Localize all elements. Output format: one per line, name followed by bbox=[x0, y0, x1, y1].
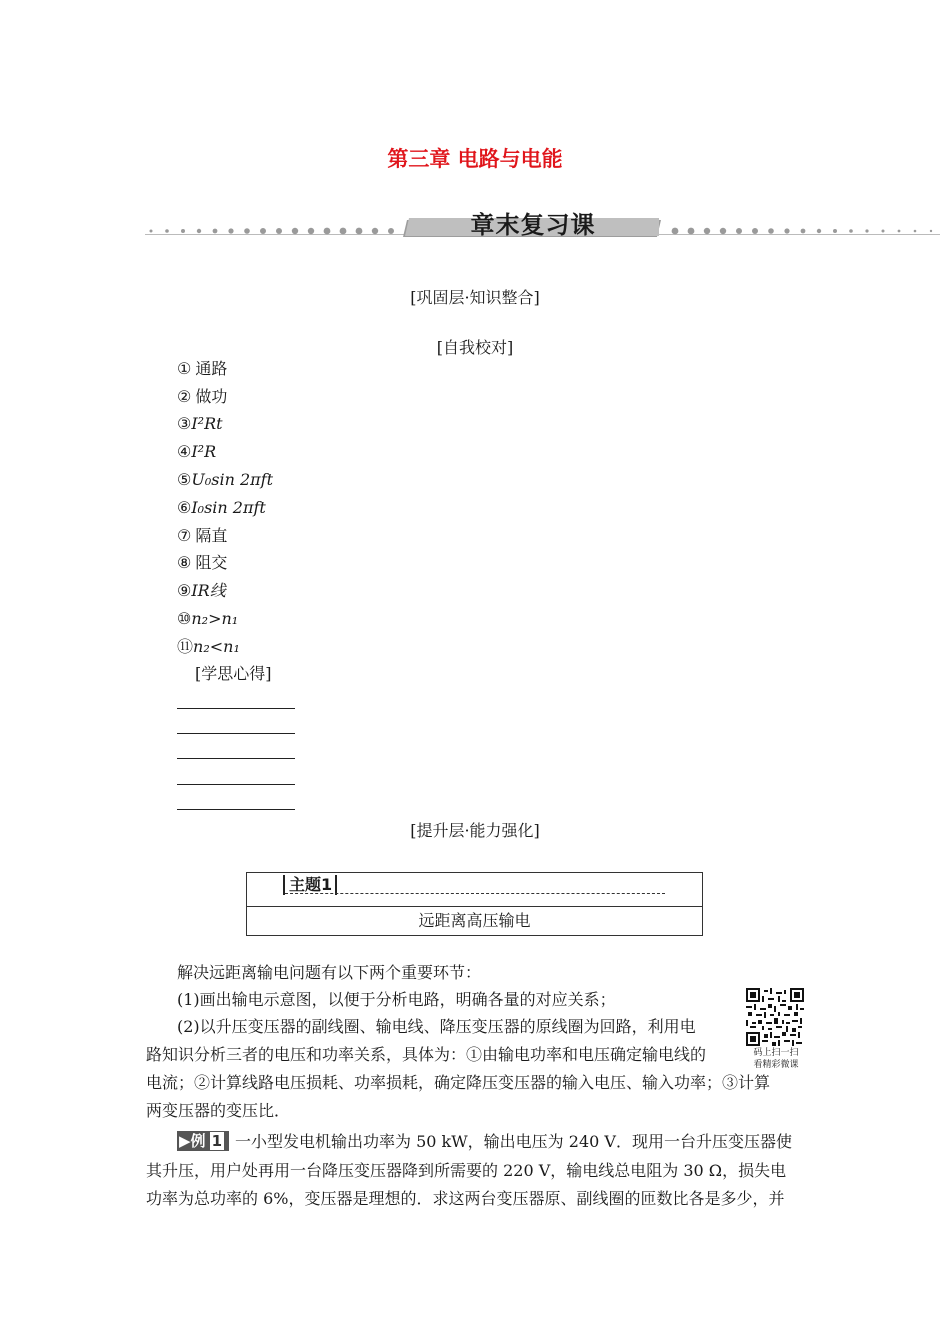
notes-blank-line bbox=[177, 733, 295, 734]
notes-blank-line bbox=[177, 809, 295, 810]
answer-item: ⑨IR线 bbox=[177, 581, 226, 600]
topic-dashed-rule bbox=[285, 893, 665, 894]
qr-caption bbox=[742, 1047, 810, 1071]
notes-blank-line bbox=[177, 708, 295, 709]
example-line: 功率为总功率的 6%，变压器是理想的．求这两台变压器原、副线圈的匝数比各是多少，并 bbox=[146, 1189, 785, 1208]
study-notes-heading: [学思心得] bbox=[195, 664, 272, 683]
paragraph-step-1: (1)画出输电示意图，以便于分析电路，明确各量的对应关系； bbox=[177, 990, 616, 1009]
chapter-title: 第三章 电路与电能 bbox=[387, 147, 563, 171]
answer-item: ⑧ 阻交 bbox=[177, 553, 228, 572]
section-heading-consolidate: [巩固层·知识整合] bbox=[410, 288, 540, 307]
paragraph-step-2: (2)以升压变压器的副线圈、输电线、降压变压器的原线圈为回路，利用电 bbox=[177, 1017, 696, 1036]
answer-item: ① 通路 bbox=[177, 359, 228, 378]
notes-blank-line bbox=[177, 784, 295, 785]
answer-item: ④I²R bbox=[177, 442, 217, 461]
qr-code-icon[interactable] bbox=[746, 988, 804, 1046]
paragraph-step-2-line: 电流；②计算线路电压损耗、功率损耗，确定降压变压器的输入电压、输入功率；③计算 bbox=[146, 1073, 771, 1092]
answer-item: ⑥I₀sin 2πft bbox=[177, 498, 266, 517]
review-banner-title: 章末复习课 bbox=[470, 211, 596, 239]
answer-item: ③I²Rt bbox=[177, 414, 223, 433]
qr-caption-line: 看精彩微课 bbox=[753, 1060, 799, 1070]
section-heading-improve: [提升层·能力强化] bbox=[410, 821, 540, 840]
paragraph-step-2-line: 两变压器的变压比． bbox=[146, 1101, 291, 1120]
answer-item: ⑦ 隔直 bbox=[177, 526, 228, 545]
topic-box bbox=[246, 872, 703, 936]
example-line: ▶例 1 一小型发电机输出功率为 50 kW，输出电压为 240 V．现用一台升压变压器使 bbox=[179, 1132, 792, 1151]
answer-item: ② 做功 bbox=[177, 387, 228, 406]
example-badge: ▶例 1 bbox=[177, 1131, 229, 1151]
answer-item: ⑩n₂>n₁ bbox=[177, 609, 239, 628]
notes-blank-line bbox=[177, 758, 295, 759]
self-check-heading: [自我校对] bbox=[436, 338, 514, 357]
paragraph-intro: 解决远距离输电问题有以下两个重要环节： bbox=[177, 963, 482, 982]
paragraph-step-2-line: 路知识分析三者的电压和功率关系，具体为：①由输电功率和电压确定输电线的 bbox=[146, 1045, 707, 1064]
qr-caption-line: 码上扫一扫 bbox=[753, 1048, 799, 1058]
topic-title: 远距离高压输电 bbox=[418, 911, 531, 930]
answer-item: ⑪n₂<n₁ bbox=[177, 637, 240, 656]
topic-label: 主题1 bbox=[283, 875, 337, 895]
answer-item: ⑤U₀sin 2πft bbox=[177, 470, 274, 489]
example-line: 其升压，用户处再用一台降压变压器降到所需要的 220 V，输电线总电阻为 30 Ω，损失电 bbox=[146, 1161, 787, 1180]
